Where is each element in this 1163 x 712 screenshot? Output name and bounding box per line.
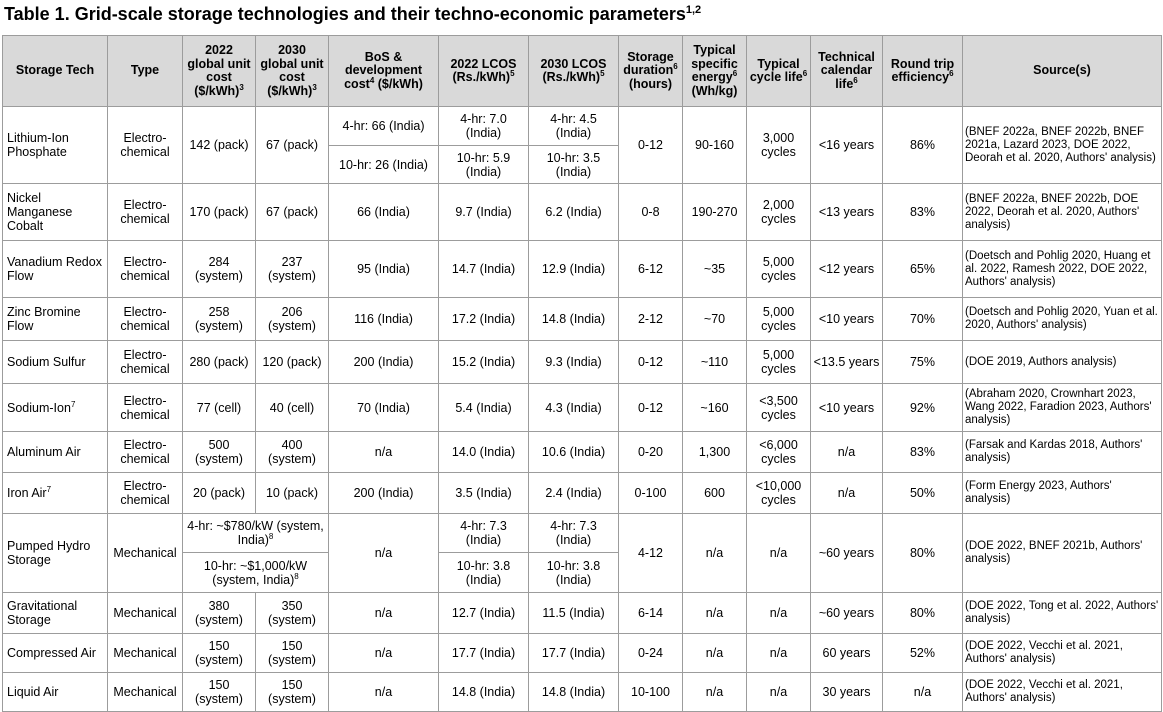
energy-cell: n/a: [683, 593, 747, 634]
calendar-life-cell: 30 years: [811, 673, 883, 712]
cost-2030-cell: 350 (system): [256, 593, 329, 634]
lcos-2022-cell: 10-hr: 5.9 (India): [439, 146, 529, 184]
source-cell: (Abraham 2020, Crownhart 2023, Wang 2022, Faradion 2023, Authors' analysis): [963, 384, 1162, 432]
header-cell: Storage Tech: [3, 36, 108, 107]
header-cell: Typical cycle life$^6$: [747, 36, 811, 107]
cost-2030-cell: 237 (system): [256, 241, 329, 298]
cost-2030-cell: 150 (system): [256, 634, 329, 673]
cycle-life-cell: 3,000 cycles: [747, 107, 811, 184]
table-row: [3, 432, 1162, 473]
tech-cell: Pumped Hydro Storage: [3, 514, 108, 593]
bos-cell: 66 (India): [329, 184, 439, 241]
bos-cell: 70 (India): [329, 384, 439, 432]
lcos-2022-cell: 10-hr: 3.8 (India): [439, 553, 529, 593]
cost-2030-cell: 67 (pack): [256, 107, 329, 184]
table-row: [3, 384, 1162, 432]
source-cell: (BNEF 2022a, BNEF 2022b, DOE 2022, Deorah et al. 2020, Authors' analysis): [963, 184, 1162, 241]
type-cell: Electro-chemical: [108, 473, 183, 514]
bos-cell: 116 (India): [329, 298, 439, 341]
unit-cost-merged-cell: 4-hr: ~$780/kW (system, India)$^8$: [183, 514, 329, 553]
header-cell: Round trip efficiency$^6$: [883, 36, 963, 107]
calendar-life-cell: <10 years: [811, 384, 883, 432]
cycle-life-cell: n/a: [747, 514, 811, 593]
cost-2022-cell: 150 (system): [183, 673, 256, 712]
table-row: [3, 673, 1162, 712]
energy-cell: ~70: [683, 298, 747, 341]
duration-cell: 0-12: [619, 107, 683, 184]
source-cell: (DOE 2022, Tong et al. 2022, Authors' analysis): [963, 593, 1162, 634]
cost-2022-cell: 20 (pack): [183, 473, 256, 514]
lcos-2030-cell: 12.9 (India): [529, 241, 619, 298]
source-cell: (DOE 2019, Authors analysis): [963, 341, 1162, 384]
type-cell: Electro-chemical: [108, 241, 183, 298]
type-cell: Electro-chemical: [108, 432, 183, 473]
calendar-life-cell: <13.5 years: [811, 341, 883, 384]
header-cell: Typical specific energy$^6$ (Wh/kg): [683, 36, 747, 107]
cost-2030-cell: 67 (pack): [256, 184, 329, 241]
calendar-life-cell: n/a: [811, 432, 883, 473]
type-cell: Mechanical: [108, 514, 183, 593]
bos-cell: 95 (India): [329, 241, 439, 298]
calendar-life-cell: 60 years: [811, 634, 883, 673]
lcos-2030-cell: 4-hr: 4.5 (India): [529, 107, 619, 146]
tech-cell: Zinc Bromine Flow: [3, 298, 108, 341]
cost-2030-cell: 120 (pack): [256, 341, 329, 384]
table-row: [3, 514, 1162, 553]
lcos-2022-cell: 17.2 (India): [439, 298, 529, 341]
cost-2022-cell: 280 (pack): [183, 341, 256, 384]
duration-cell: 0-20: [619, 432, 683, 473]
table-row: [3, 107, 1162, 146]
lcos-2030-cell: 4-hr: 7.3 (India): [529, 514, 619, 553]
cycle-life-cell: 5,000 cycles: [747, 241, 811, 298]
cycle-life-cell: <6,000 cycles: [747, 432, 811, 473]
source-cell: (Farsak and Kardas 2018, Authors' analysis): [963, 432, 1162, 473]
tech-cell: Sodium-Ion$^7$: [3, 384, 108, 432]
energy-cell: 600: [683, 473, 747, 514]
type-cell: Mechanical: [108, 673, 183, 712]
bos-cell: 10-hr: 26 (India): [329, 146, 439, 184]
calendar-life-cell: ~60 years: [811, 514, 883, 593]
source-cell: (DOE 2022, Vecchi et al. 2021, Authors' analysis): [963, 634, 1162, 673]
cost-2030-cell: 150 (system): [256, 673, 329, 712]
type-cell: Electro-chemical: [108, 107, 183, 184]
tech-cell: Aluminum Air: [3, 432, 108, 473]
energy-cell: 90-160: [683, 107, 747, 184]
storage-technologies-table: [2, 35, 1162, 712]
efficiency-cell: 52%: [883, 634, 963, 673]
duration-cell: 0-100: [619, 473, 683, 514]
source-cell: (DOE 2022, Vecchi et al. 2021, Authors' analysis): [963, 673, 1162, 712]
duration-cell: 6-12: [619, 241, 683, 298]
header-cell: 2022 global unit cost ($/kWh)$^3$: [183, 36, 256, 107]
lcos-2022-cell: 5.4 (India): [439, 384, 529, 432]
lcos-2022-cell: 4-hr: 7.3 (India): [439, 514, 529, 553]
lcos-2022-cell: 17.7 (India): [439, 634, 529, 673]
cost-2030-cell: 400 (system): [256, 432, 329, 473]
lcos-2030-cell: 4.3 (India): [529, 384, 619, 432]
bos-cell: 200 (India): [329, 473, 439, 514]
cycle-life-cell: 5,000 cycles: [747, 341, 811, 384]
cost-2022-cell: 258 (system): [183, 298, 256, 341]
lcos-2030-cell: 14.8 (India): [529, 673, 619, 712]
cost-2030-cell: 206 (system): [256, 298, 329, 341]
bos-cell: n/a: [329, 432, 439, 473]
tech-cell: Sodium Sulfur: [3, 341, 108, 384]
efficiency-cell: 70%: [883, 298, 963, 341]
duration-cell: 0-12: [619, 341, 683, 384]
lcos-2022-cell: 12.7 (India): [439, 593, 529, 634]
header-row: [3, 36, 1162, 107]
table-row: [3, 241, 1162, 298]
cost-2022-cell: 284 (system): [183, 241, 256, 298]
type-cell: Electro-chemical: [108, 384, 183, 432]
source-cell: (BNEF 2022a, BNEF 2022b, BNEF 2021a, Lazard 2023, DOE 2022, Deorah et al. 2020, Authors' analysis): [963, 107, 1162, 184]
lcos-2030-cell: 11.5 (India): [529, 593, 619, 634]
table-row: [3, 298, 1162, 341]
calendar-life-cell: <12 years: [811, 241, 883, 298]
duration-cell: 0-8: [619, 184, 683, 241]
bos-cell: 200 (India): [329, 341, 439, 384]
table-row: [3, 341, 1162, 384]
header-cell: Source(s): [963, 36, 1162, 107]
lcos-2030-cell: 9.3 (India): [529, 341, 619, 384]
lcos-2022-cell: 9.7 (India): [439, 184, 529, 241]
bos-cell: n/a: [329, 514, 439, 593]
source-cell: (Doetsch and Pohlig 2020, Yuan et al. 2020, Authors' analysis): [963, 298, 1162, 341]
cycle-life-cell: n/a: [747, 634, 811, 673]
cost-2022-cell: 500 (system): [183, 432, 256, 473]
tech-cell: Nickel Manganese Cobalt: [3, 184, 108, 241]
lcos-2022-cell: 15.2 (India): [439, 341, 529, 384]
bos-cell: n/a: [329, 673, 439, 712]
cost-2022-cell: 142 (pack): [183, 107, 256, 184]
header-cell: 2022 LCOS $(Rs./kWh)^5$: [439, 36, 529, 107]
table-row: [3, 634, 1162, 673]
source-cell: (Form Energy 2023, Authors' analysis): [963, 473, 1162, 514]
efficiency-cell: 92%: [883, 384, 963, 432]
table-row: [3, 184, 1162, 241]
bos-cell: n/a: [329, 634, 439, 673]
type-cell: Electro-chemical: [108, 341, 183, 384]
efficiency-cell: 65%: [883, 241, 963, 298]
calendar-life-cell: <13 years: [811, 184, 883, 241]
cycle-life-cell: 5,000 cycles: [747, 298, 811, 341]
type-cell: Mechanical: [108, 634, 183, 673]
lcos-2022-cell: 14.0 (India): [439, 432, 529, 473]
header-cell: 2030 global unit cost ($/kWh)$^3$: [256, 36, 329, 107]
cycle-life-cell: n/a: [747, 673, 811, 712]
efficiency-cell: 80%: [883, 514, 963, 593]
source-cell: (DOE 2022, BNEF 2021b, Authors' analysis): [963, 514, 1162, 593]
cost-2022-cell: 170 (pack): [183, 184, 256, 241]
duration-cell: 2-12: [619, 298, 683, 341]
efficiency-cell: n/a: [883, 673, 963, 712]
duration-cell: 10-100: [619, 673, 683, 712]
efficiency-cell: 83%: [883, 432, 963, 473]
header-cell: BoS & development cost$^4$ ($/kWh): [329, 36, 439, 107]
energy-cell: ~160: [683, 384, 747, 432]
tech-cell: Lithium-Ion Phosphate: [3, 107, 108, 184]
energy-cell: ~35: [683, 241, 747, 298]
lcos-2030-cell: 17.7 (India): [529, 634, 619, 673]
calendar-life-cell: <16 years: [811, 107, 883, 184]
energy-cell: ~110: [683, 341, 747, 384]
calendar-life-cell: ~60 years: [811, 593, 883, 634]
tech-cell: Vanadium Redox Flow: [3, 241, 108, 298]
tech-cell: Gravitational Storage: [3, 593, 108, 634]
cost-2022-cell: 150 (system): [183, 634, 256, 673]
efficiency-cell: 75%: [883, 341, 963, 384]
lcos-2030-cell: 10.6 (India): [529, 432, 619, 473]
cycle-life-cell: 2,000 cycles: [747, 184, 811, 241]
duration-cell: 6-14: [619, 593, 683, 634]
tech-cell: Liquid Air: [3, 673, 108, 712]
energy-cell: n/a: [683, 514, 747, 593]
type-cell: Electro-chemical: [108, 184, 183, 241]
header-cell: 2030 LCOS $(Rs./kWh)^5$: [529, 36, 619, 107]
cycle-life-cell: <3,500 cycles: [747, 384, 811, 432]
energy-cell: 190-270: [683, 184, 747, 241]
efficiency-cell: 50%: [883, 473, 963, 514]
efficiency-cell: 83%: [883, 184, 963, 241]
duration-cell: 4-12: [619, 514, 683, 593]
bos-cell: 4-hr: 66 (India): [329, 107, 439, 146]
cost-2030-cell: 10 (pack): [256, 473, 329, 514]
type-cell: Electro-chemical: [108, 298, 183, 341]
lcos-2030-cell: 2.4 (India): [529, 473, 619, 514]
table-row: [3, 473, 1162, 514]
bos-cell: n/a: [329, 593, 439, 634]
cost-2022-cell: 77 (cell): [183, 384, 256, 432]
lcos-2030-cell: 6.2 (India): [529, 184, 619, 241]
efficiency-cell: 86%: [883, 107, 963, 184]
type-cell: Mechanical: [108, 593, 183, 634]
header-cell: Technical calendar life$^6$: [811, 36, 883, 107]
lcos-2030-cell: 14.8 (India): [529, 298, 619, 341]
calendar-life-cell: <10 years: [811, 298, 883, 341]
lcos-2030-cell: 10-hr: 3.8 (India): [529, 553, 619, 593]
source-cell: (Doetsch and Pohlig 2020, Huang et al. 2022, Ramesh 2022, DOE 2022, Authors' analysis): [963, 241, 1162, 298]
unit-cost-merged-cell: 10-hr: ~$1,000/kW (system, India)$^8$: [183, 553, 329, 593]
cost-2030-cell: 40 (cell): [256, 384, 329, 432]
lcos-2022-cell: 14.7 (India): [439, 241, 529, 298]
efficiency-cell: 80%: [883, 593, 963, 634]
lcos-2022-cell: 14.8 (India): [439, 673, 529, 712]
calendar-life-cell: n/a: [811, 473, 883, 514]
cycle-life-cell: n/a: [747, 593, 811, 634]
tech-cell: Compressed Air: [3, 634, 108, 673]
lcos-2030-cell: 10-hr: 3.5 (India): [529, 146, 619, 184]
tech-cell: Iron Air$^7$: [3, 473, 108, 514]
energy-cell: n/a: [683, 673, 747, 712]
table-title: Table 1. Grid-scale storage technologies and their techno-economic parameters$^{1,2}$: [4, 4, 702, 24]
lcos-2022-cell: 3.5 (India): [439, 473, 529, 514]
duration-cell: 0-24: [619, 634, 683, 673]
duration-cell: 0-12: [619, 384, 683, 432]
energy-cell: 1,300: [683, 432, 747, 473]
cycle-life-cell: <10,000 cycles: [747, 473, 811, 514]
lcos-2022-cell: 4-hr: 7.0 (India): [439, 107, 529, 146]
header-cell: Storage duration$^6$ (hours): [619, 36, 683, 107]
table-row: [3, 593, 1162, 634]
header-cell: Type: [108, 36, 183, 107]
cost-2022-cell: 380 (system): [183, 593, 256, 634]
energy-cell: n/a: [683, 634, 747, 673]
